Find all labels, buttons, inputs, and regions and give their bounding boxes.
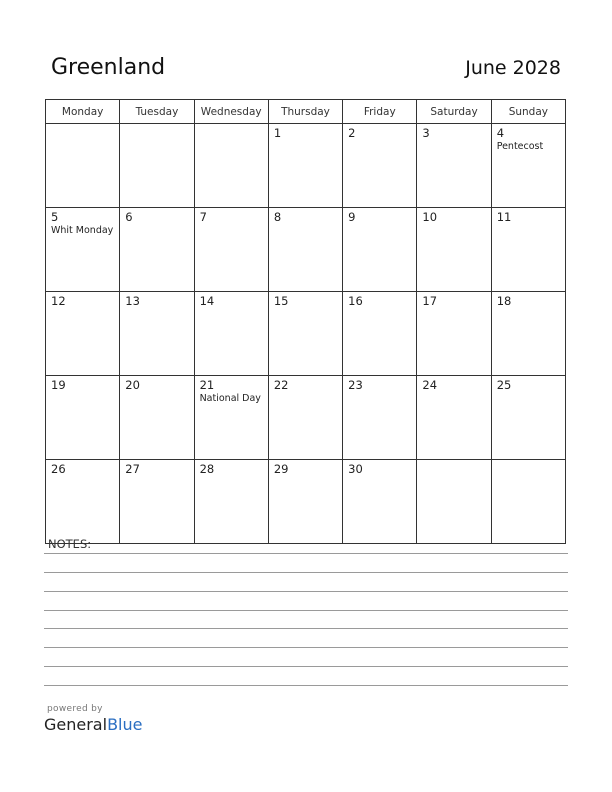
note-line [44,572,568,573]
note-line [44,685,568,686]
brand-footer [44,704,142,734]
day-number: 16 [348,294,363,308]
day-cell [491,208,565,292]
day-cell [417,376,491,460]
day-number: 19 [51,378,66,392]
day-cell [268,292,342,376]
day-cell [194,208,268,292]
day-cell [343,208,417,292]
day-number: 15 [273,294,289,308]
note-line [44,553,568,554]
note-line [44,647,568,648]
holiday-label: National Day [199,393,261,404]
week-row [46,124,566,208]
day-number: 20 [125,378,140,392]
day-cell [491,124,565,208]
day-cell [46,460,120,544]
week-row [46,292,566,376]
week-row [46,208,566,292]
day-number: 9 [348,210,356,224]
note-line [44,591,568,592]
weekday-saturday: Saturday [417,100,491,124]
day-number: 21 [199,378,215,392]
weekday-header-row [46,100,566,124]
day-number: 3 [422,126,430,140]
day-number: 13 [125,294,140,308]
day-cell [120,460,194,544]
calendar-grid [45,99,566,544]
day-cell [194,460,268,544]
day-number: 18 [496,294,512,308]
day-cell [491,376,565,460]
day-number: 28 [199,462,215,476]
day-cell [268,124,342,208]
day-cell [491,460,565,544]
day-number: 25 [496,378,512,392]
day-cell [194,376,268,460]
day-cell [491,292,565,376]
day-number: 22 [273,378,289,392]
week-row [46,376,566,460]
day-number: 24 [422,378,438,392]
day-cell [268,208,342,292]
day-cell [120,124,194,208]
powered-by-text: powered by [47,704,103,714]
day-cell [417,292,491,376]
logo-text-general: General [44,715,108,734]
day-cell [120,376,194,460]
day-cell [417,460,491,544]
day-number: 30 [348,462,363,476]
weekday-thursday: Thursday [268,100,342,124]
note-line [44,610,568,611]
calendar-body [46,124,566,544]
holiday-label: Whit Monday [51,225,114,236]
day-number: 23 [348,378,363,392]
day-number: 4 [496,126,505,140]
country-title: Greenland [51,55,166,80]
logo-text-blue: Blue [107,715,143,734]
weekday-friday: Friday [343,100,417,124]
day-cell [120,208,194,292]
day-cell [46,124,120,208]
day-number: 11 [496,210,512,224]
day-number: 5 [51,210,59,224]
day-number: 26 [51,462,66,476]
weekday-wednesday: Wednesday [194,100,268,124]
day-cell [46,376,120,460]
note-line [44,628,568,629]
weekday-monday: Monday [46,100,120,124]
day-number: 2 [348,126,356,140]
day-number: 6 [125,210,133,224]
week-row [46,460,566,544]
day-cell [417,124,491,208]
holiday-label: Pentecost [496,141,544,152]
notes-label: NOTES: [48,537,92,551]
day-number: 7 [199,210,207,224]
weekday-tuesday: Tuesday [120,100,194,124]
day-cell [120,292,194,376]
day-cell [46,208,120,292]
day-cell [194,124,268,208]
month-year-title: June 2028 [465,57,561,79]
day-cell [343,460,417,544]
day-cell [343,376,417,460]
day-cell [417,208,491,292]
day-number: 8 [273,210,282,224]
day-cell [343,124,417,208]
day-number: 29 [273,462,289,476]
generalblue-logo [44,715,142,734]
day-cell [46,292,120,376]
day-number: 27 [125,462,140,476]
day-cell [268,460,342,544]
note-line [44,666,568,667]
day-number: 10 [422,210,438,224]
day-number: 14 [199,294,215,308]
day-number: 17 [422,294,438,308]
weekday-sunday: Sunday [491,100,565,124]
day-number: 12 [51,294,66,308]
day-cell [268,376,342,460]
day-cell [343,292,417,376]
day-cell [194,292,268,376]
day-number: 1 [273,126,282,140]
